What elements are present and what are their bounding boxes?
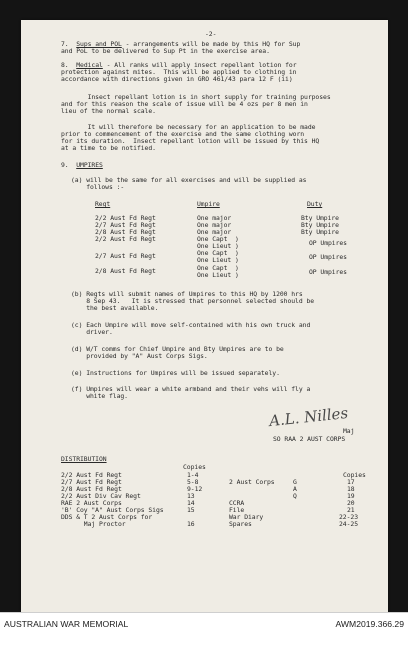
para-8-p2-line-3: lieu of the normal scale. xyxy=(61,107,156,115)
distribution-left-to: 2/2 Aust Fd Regt xyxy=(61,471,122,479)
distribution-left-to: 2/8 Aust Fd Regt xyxy=(61,485,122,493)
para-9f-line-2: white flag. xyxy=(71,392,128,400)
distribution-right-copies: 21 xyxy=(347,506,355,514)
distribution-left-copies: 13 xyxy=(187,492,195,500)
para-8-p3-line-1: It will therefore be necessary for an application to be made xyxy=(61,123,316,131)
para-9c-line-1: (c) Each Umpire will move self-contained with his own truck and xyxy=(71,321,311,329)
table-row-duty: Bty Umpire xyxy=(301,214,339,222)
distribution-left-copies: 5-8 xyxy=(187,478,199,486)
table-row-regt: 2/8 Aust Fd Regt xyxy=(95,267,156,275)
distribution-left-copies: 16 xyxy=(187,520,195,528)
distribution-right-copies: 17 xyxy=(347,478,355,486)
para-7-text: - arrangements will be made by this HQ for Sup xyxy=(121,40,301,48)
distribution-right-to: CCRA xyxy=(229,499,245,507)
para-9d-line-2: provided by "A" Aust Corps Sigs. xyxy=(71,352,208,360)
table-row-umpire: One Capt ) xyxy=(197,235,239,243)
archive-reference-label: AWM2019.366.29 xyxy=(335,619,404,629)
signatory-rank: Maj xyxy=(343,427,355,435)
distribution-left-to: Maj Proctor xyxy=(61,520,126,528)
table-row-regt: 2/2 Aust Fd Regt xyxy=(95,235,156,243)
table-header-duty: Duty xyxy=(307,200,323,208)
distribution-right-copies: 20 xyxy=(347,499,355,507)
para-7-number: 7. xyxy=(61,40,69,48)
table-row-umpire: One Lieut ) xyxy=(197,271,239,279)
distribution-right-to: 2 Aust Corps xyxy=(229,478,275,486)
table-row-umpire: One Capt ) xyxy=(197,264,239,272)
table-row-umpire: One major xyxy=(197,221,232,229)
distribution-left-copies: 15 xyxy=(187,506,195,514)
table-row-umpire: One major xyxy=(197,214,232,222)
distribution-right-copies: 24-25 xyxy=(339,520,358,528)
para-8-p3-line-3: for its duration. Insect repellant lotion will be issued by this HQ xyxy=(61,137,320,145)
table-row-regt: 2/7 Aust Fd Regt xyxy=(95,221,156,229)
distribution-left-copies: 1-4 xyxy=(187,471,199,479)
distribution-heading: DISTRIBUTION xyxy=(61,455,107,463)
table-row-duty: OP Umpires xyxy=(309,239,347,247)
distribution-copies-header: Copies xyxy=(183,463,206,471)
distribution-right-to: Spares xyxy=(229,520,252,528)
para-8-heading: Medical xyxy=(76,61,103,69)
table-row-regt: 2/8 Aust Fd Regt xyxy=(95,228,156,236)
distribution-left-to: 2/7 Aust Fd Regt xyxy=(61,478,122,486)
para-7-line-2: and PoL to be delivered to Sup Pt in the exercise area. xyxy=(61,47,270,55)
table-row-duty: Bty Umpire xyxy=(301,228,339,236)
distribution-left-to: 'B' Coy "A" Aust Corps Sigs xyxy=(61,506,164,514)
distribution-left-copies: 14 xyxy=(187,499,195,507)
para-9-line-1 xyxy=(61,162,103,169)
para-9b-line-2: 8 Sep 43. It is stressed that personnel selected should be xyxy=(71,297,315,305)
distribution-right-sub: G xyxy=(293,478,297,486)
table-row-regt: 2/2 Aust Fd Regt xyxy=(95,214,156,222)
distribution-right-to: File xyxy=(229,506,245,514)
para-9a-line-2: follows :- xyxy=(71,183,125,191)
para-9-number: 9. xyxy=(61,161,69,169)
table-row-umpire: One Lieut ) xyxy=(197,256,239,264)
distribution-right-copies: 22-23 xyxy=(339,513,358,521)
distribution-left-copies: 9-12 xyxy=(187,485,203,493)
para-9b-line-3: the best available. xyxy=(71,304,159,312)
para-8-line-2: protection against mites. This will be applied to clothing in xyxy=(61,68,297,76)
table-row-umpire: One Lieut ) xyxy=(197,242,239,250)
signatory-title: SO RAA 2 AUST CORPS xyxy=(273,435,346,443)
para-9e-line-1: (e) Instructions for Umpires will be issued separately. xyxy=(71,369,280,377)
table-row-umpire: One Capt ) xyxy=(197,249,239,257)
distribution-right-to: War Diary xyxy=(229,513,264,521)
distribution-left-to: DDS & T 2 Aust Corps for xyxy=(61,513,153,521)
para-8-p2-line-2: and for this reason the scale of issue will be 4 ozs per 8 men in xyxy=(61,100,308,108)
table-header-umpire: Umpire xyxy=(197,200,220,208)
distribution-right-copies: 18 xyxy=(347,485,355,493)
table-row-duty: OP Umpires xyxy=(309,253,347,261)
para-9d-line-1: (d) W/T comms for Chief Umpire and Bty Umpires are to be xyxy=(71,345,284,353)
document-page xyxy=(21,20,388,612)
para-9c-line-2: driver. xyxy=(71,328,113,336)
table-row-regt: 2/7 Aust Fd Regt xyxy=(95,252,156,260)
table-row-umpire: One major xyxy=(197,228,232,236)
distribution-right-sub: Q xyxy=(293,492,297,500)
para-8-p3-line-4: at a time to be notified. xyxy=(61,144,156,152)
distribution-left-to: 2/2 Aust Div Cav Regt xyxy=(61,492,141,500)
distribution-copies-header-right: Copies xyxy=(343,471,366,479)
para-9f-line-1: (f) Umpires will wear a white armband and their vehs will fly a xyxy=(71,385,311,393)
para-8-number: 8. xyxy=(61,61,69,69)
para-8-text: - All ranks will apply insect repellant lotion for xyxy=(102,61,297,69)
para-8-p2-line-1: Insect repellant lotion is in short supply for training purposes xyxy=(61,93,331,101)
page-number: -2- xyxy=(205,30,217,38)
para-8-p3-line-2: prior to commencement of the exercise and the same clothing worn xyxy=(61,130,305,138)
table-header-regt: Regt xyxy=(95,200,111,208)
distribution-right-sub: A xyxy=(293,485,297,493)
distribution-right-copies: 19 xyxy=(347,492,355,500)
table-row-duty: Bty Umpire xyxy=(301,221,339,229)
para-8-line-3: accordance with directions given in GRO 461/43 para 12 F (ii) xyxy=(61,75,293,83)
archive-footer xyxy=(0,612,408,654)
handwritten-signature: A.L. Nilles xyxy=(268,403,349,431)
table-row-duty: OP Umpires xyxy=(309,268,347,276)
para-7-heading: Sups and POL xyxy=(76,40,122,48)
para-9a-line-1: (a) will be the same for all exercises and will be supplied as xyxy=(71,176,307,184)
para-9-heading: UMPIRES xyxy=(76,161,103,169)
archive-source-label: AUSTRALIAN WAR MEMORIAL xyxy=(4,619,129,629)
para-9b-line-1: (b) Regts will submit names of Umpires to this HQ by 1200 hrs xyxy=(71,290,303,298)
distribution-left-to: RAE 2 Aust Corps xyxy=(61,499,122,507)
